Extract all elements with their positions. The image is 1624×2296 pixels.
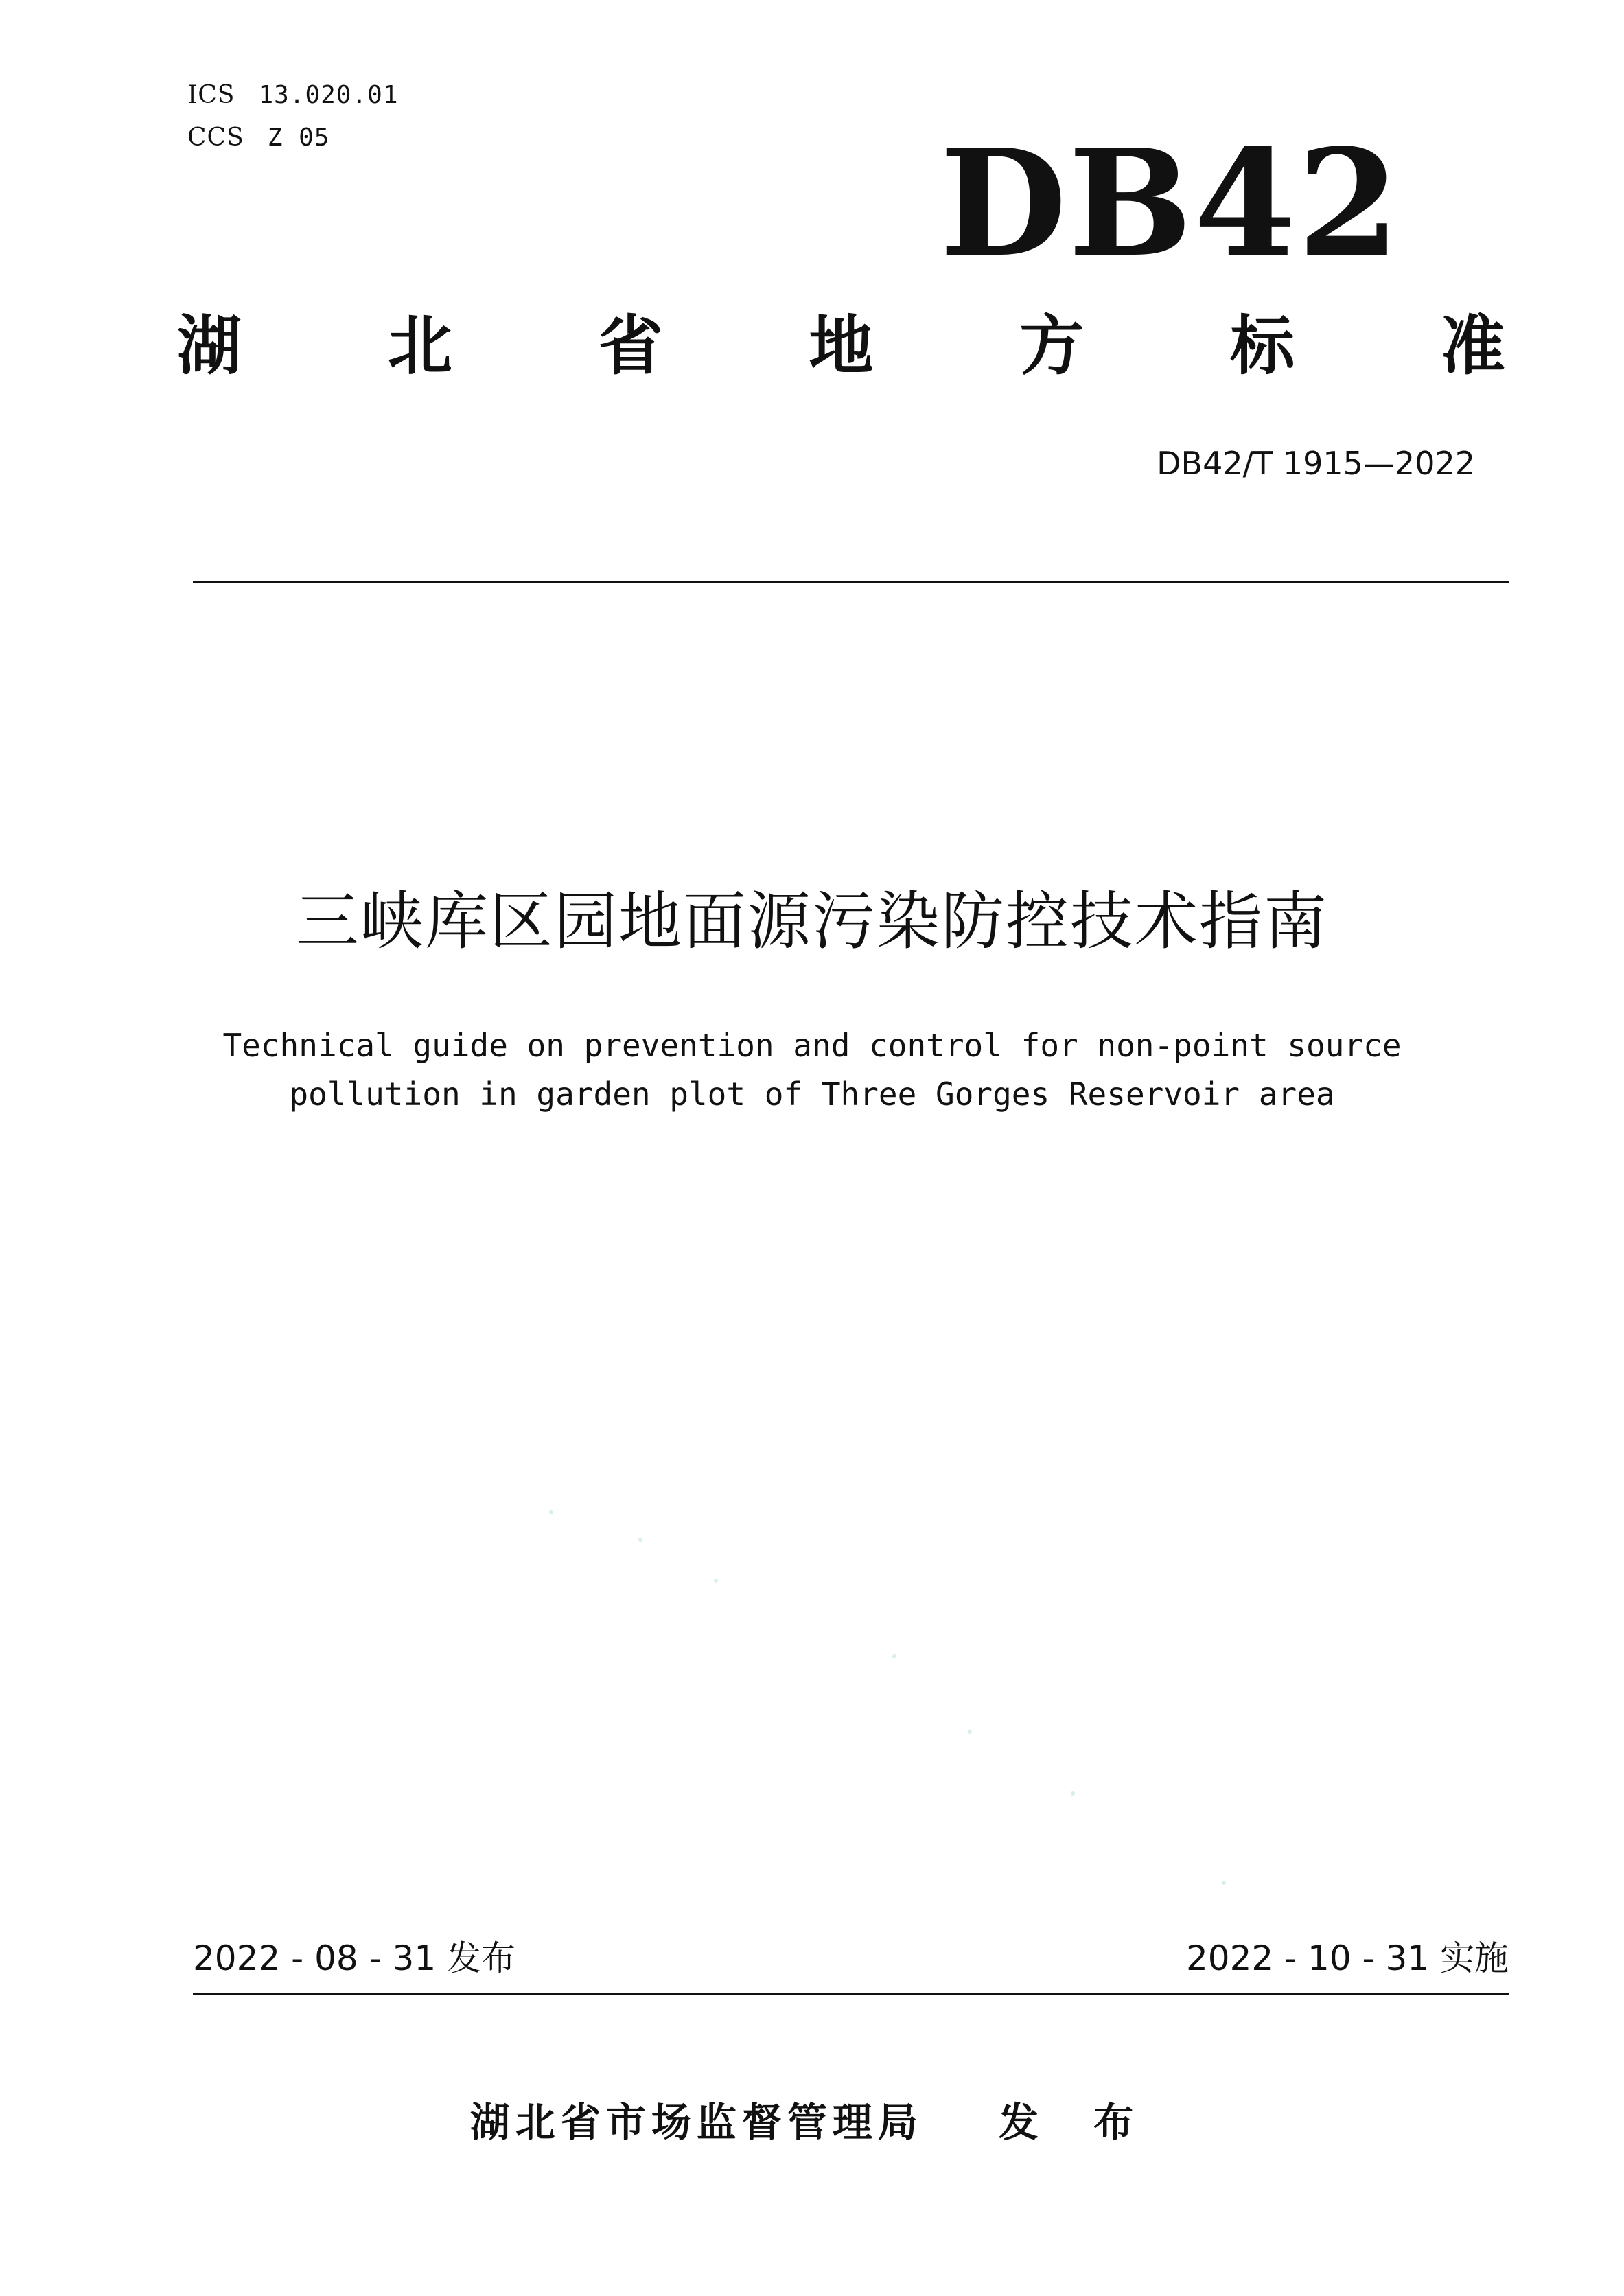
bottom-divider: [193, 1993, 1509, 1995]
standard-type-heading: [177, 309, 1505, 384]
ics-label: ICS: [187, 81, 235, 109]
standard-type-char: 准: [1440, 309, 1505, 384]
standard-type-char: 地: [809, 309, 874, 384]
scan-speck: [1071, 1791, 1075, 1796]
scan-speck: [714, 1579, 718, 1583]
issue-date: 2022 - 08 - 31 发布: [193, 1938, 516, 1978]
scan-speck: [1222, 1881, 1226, 1885]
ccs-line: [187, 124, 329, 152]
ics-line: [187, 81, 399, 109]
standard-type-char: 标: [1230, 309, 1295, 384]
standard-type-char: 方: [1019, 309, 1084, 384]
scan-speck: [892, 1654, 896, 1658]
title-chinese: 三峡库区园地面源污染防控技术指南: [295, 885, 1328, 958]
ccs-code: Z 05: [267, 124, 330, 152]
publisher-name: 湖北省市场监督管理局: [469, 2099, 923, 2146]
publisher-line: [0, 2099, 1624, 2146]
standard-number: DB42/T 1915—2022: [1157, 445, 1475, 482]
scan-speck: [638, 1538, 642, 1542]
ccs-label: CCS: [187, 124, 244, 152]
standard-type-char: 北: [387, 309, 452, 384]
implementation-date: 2022 - 10 - 31 实施: [1185, 1938, 1509, 1978]
standard-type-char: 湖: [177, 309, 242, 384]
publisher-suffix: 发 布: [998, 2099, 1155, 2146]
standard-type-char: 省: [598, 309, 663, 384]
db42-logo: DB42: [939, 117, 1401, 290]
top-divider: [193, 581, 1509, 583]
title-english-line-1: Technical guide on prevention and control for non-point source: [222, 1027, 1402, 1064]
scan-speck: [549, 1510, 553, 1514]
scan-speck: [968, 1730, 972, 1734]
title-english-line-2: pollution in garden plot of Three Gorges Reservoir area: [289, 1076, 1335, 1113]
ics-code: 13.020.01: [258, 81, 399, 109]
